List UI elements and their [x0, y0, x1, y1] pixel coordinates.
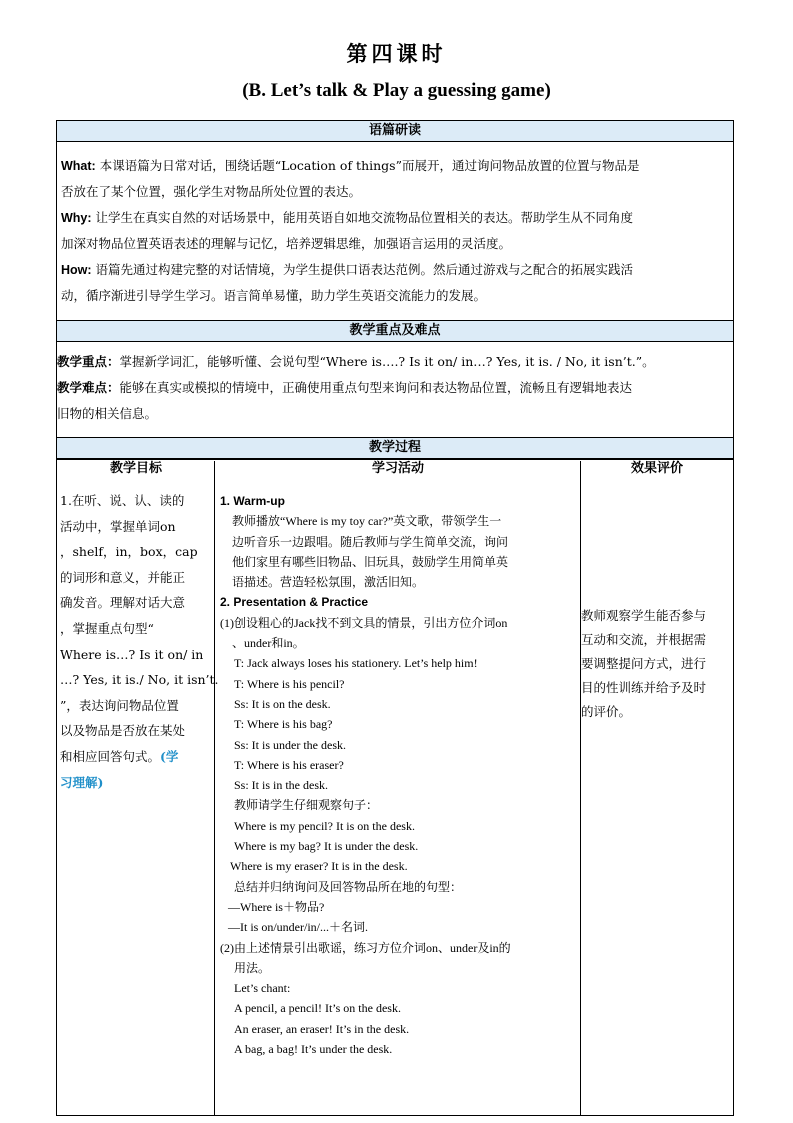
section-header-reading: 语篇研读	[57, 121, 733, 142]
activity-line: A pencil, a pencil! It’s on the desk.	[234, 1001, 401, 1016]
goal-line: 的词形和意义，并能正	[60, 569, 186, 585]
page-title: 第四课时	[346, 41, 447, 66]
key-text: 掌握新学词汇，能够听懂、会说句型“Where is….? Is it on/ in…? Yes, it is. / No, it isn’t.”。	[119, 354, 655, 369]
goal-line: Where is…? Is it on/ in	[60, 646, 204, 662]
activity-line: (2)由上述情景引出歌谣，练习方位介词on、under及in的	[220, 940, 511, 955]
activity-line: Ss: It is on the desk.	[234, 696, 331, 711]
page-subtitle: (B. Let’s talk & Play a guessing game)	[242, 80, 551, 101]
activity-step-title: 2. Presentation & Practice	[220, 595, 369, 610]
activity-line: Where is my pencil? It is on the desk.	[234, 818, 415, 833]
activity-line: Where is my eraser? It is in the desk.	[230, 859, 408, 874]
key-points	[57, 349, 733, 427]
evaluation-line: 目的性训练并给予及时	[581, 680, 707, 695]
activity-line: Ss: It is in the desk.	[234, 778, 329, 793]
what-text-2: 否放在了某个位置，强化学生对物品所处位置的表达。	[61, 184, 362, 199]
goal-line: 1.在听、说、认、读的	[60, 493, 185, 508]
how-text: 语篇先通过构建完整的对话情境，为学生提供口语表达范例。然后通过游戏与之配合的拓展实践活	[91, 262, 634, 277]
activity-line: —Where is＋物品?	[228, 899, 325, 914]
activity-line: 、under和in。	[232, 636, 305, 651]
goal-tag: 习理解)	[60, 774, 104, 790]
goal-line: 活动中，掌握单词on	[60, 518, 176, 534]
activity-line: A bag, a bag! It’s under the desk.	[234, 1042, 393, 1057]
column-divider	[580, 461, 581, 1115]
column-header-goal: 教学目标	[109, 461, 162, 476]
evaluation-line: 教师观察学生能否参与	[581, 608, 707, 623]
activity-line: 用法。	[234, 960, 271, 975]
what-text: 本课语篇为日常对话，围绕话题“Location of things”而展开，通过询问物品放置的位置与物品是	[95, 158, 640, 173]
activity-step-title: 1. Warm-up	[220, 494, 285, 508]
goal-tag: (学	[160, 748, 179, 764]
activity-line: Ss: It is under the desk.	[234, 737, 346, 752]
difficulty-label: 教学难点：	[57, 381, 120, 395]
goal-line: ，shelf，in，box，cap	[60, 544, 198, 560]
learning-activities	[220, 491, 580, 1059]
goal-line: ，掌握重点句型“	[60, 620, 154, 636]
teaching-goals	[60, 488, 219, 795]
evaluation-line: 互动和交流，并根据需	[581, 632, 707, 647]
goal-line: 确发音。理解对话大意	[60, 595, 186, 611]
column-header-evaluation: 效果评价	[630, 461, 683, 476]
why-label: Why:	[61, 211, 92, 225]
goal-line: 和相应回答句式。(学	[60, 748, 179, 764]
why-text: 让学生在真实自然的对话场景中，能用英语自如地交流物品位置相关的表达。帮助学生从不同角度	[91, 210, 634, 225]
evaluation	[581, 604, 733, 724]
activity-line: T: Where is his eraser?	[234, 757, 344, 772]
how-label: How:	[61, 263, 92, 277]
what-label: What:	[61, 159, 96, 173]
column-divider	[214, 461, 215, 1115]
activity-line: T: Where is his pencil?	[234, 676, 345, 691]
goal-line: …? Yes, it is./ No, it isn’t.	[60, 672, 219, 688]
activity-line: Let’s chant:	[234, 981, 291, 996]
activity-line: 他们家里有哪些旧物品、旧玩具，鼓励学生用简单英	[232, 554, 509, 569]
section-header-keypoints: 教学重点及难点	[57, 320, 733, 342]
goal-line: ”，表达询问物品位置	[60, 697, 179, 713]
difficulty-text: 能够在真实或模拟的情境中，正确使用重点句型来询问和表达物品位置，流畅且有逻辑地表达	[119, 380, 633, 395]
activity-line: (1)创设粗心的Jack找不到文具的情景，引出方位介词on	[220, 615, 508, 630]
column-header-activity: 学习活动	[371, 461, 424, 476]
goal-line: 以及物品是否放在某处	[60, 723, 186, 739]
reading-analysis	[61, 153, 733, 309]
lesson-table	[56, 120, 734, 1116]
section-header-process: 教学过程	[57, 437, 733, 459]
activity-line: 语描述。营造轻松氛围，激活旧知。	[232, 575, 425, 590]
activity-line: —It is on/under/in/...＋名词.	[228, 920, 368, 935]
why-text-2: 加深对物品位置英语表述的理解与记忆，培养逻辑思维，加强语言运用的灵活度。	[61, 236, 512, 251]
difficulty-text-2: 旧物的相关信息。	[57, 406, 158, 421]
activity-line: 总结并归纳询问及回答物品所在地的句型：	[234, 879, 463, 894]
activity-line: T: Where is his bag?	[234, 717, 333, 732]
activity-line: 教师请学生仔细观察句子：	[234, 798, 379, 813]
evaluation-line: 要调整提问方式，进行	[581, 656, 707, 671]
activity-line: 教师播放“Where is my toy car?”英文歌，带领学生一	[232, 514, 502, 529]
activity-line: T: Jack always loses his stationery. Let’s help him!	[234, 656, 478, 671]
process-column-headers	[57, 459, 733, 476]
key-label: 教学重点：	[57, 355, 120, 369]
activity-line: Where is my bag? It is under the desk.	[234, 839, 419, 854]
how-text-2: 动，循序渐进引导学生学习。语言简单易懂，助力学生英语交流能力的发展。	[61, 288, 487, 303]
evaluation-line: 的评价。	[581, 704, 632, 719]
activity-line: 边听音乐一边跟唱。随后教师与学生简单交流，询问	[232, 534, 509, 549]
activity-line: An eraser, an eraser! It’s in the desk.	[234, 1021, 410, 1036]
